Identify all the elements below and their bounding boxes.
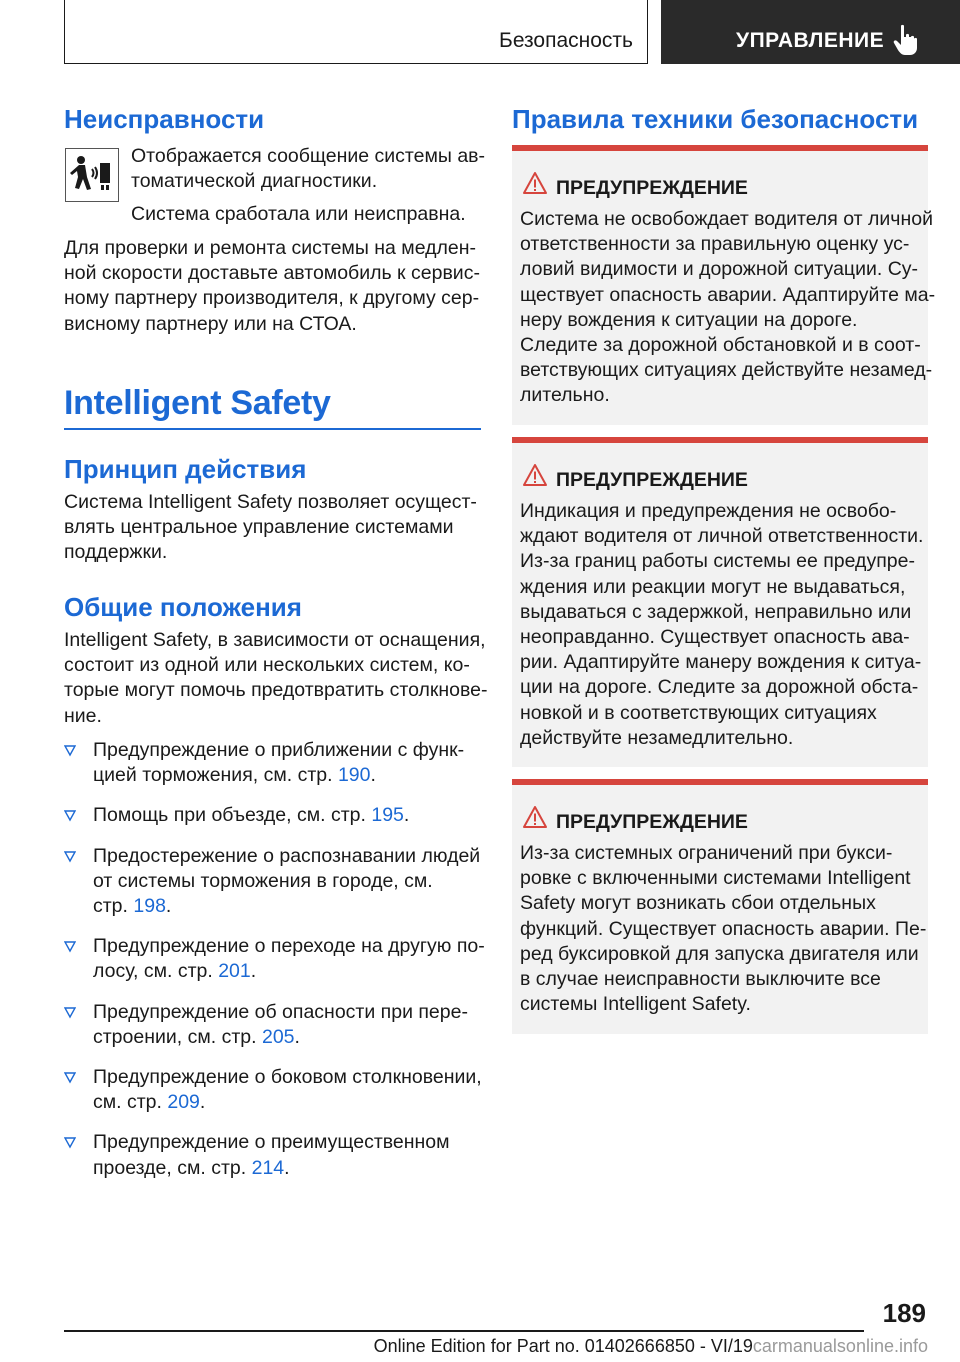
list-item: Предупреждение об опасности при пере- строении, см. стр. 205. <box>64 1000 480 1050</box>
page-link-198[interactable]: 198 <box>133 895 166 918</box>
page-link-195[interactable]: 195 <box>371 804 404 827</box>
triangle-bullet-icon <box>64 941 76 953</box>
header-section-label: Безопасность <box>499 29 633 52</box>
page-link-209[interactable]: 209 <box>167 1091 200 1114</box>
edition-text: Online Edition for Part no. 01402666850 - VI/19 <box>373 1336 753 1356</box>
page-link-201[interactable]: 201 <box>218 960 251 983</box>
triangle-bullet-icon <box>64 1007 76 1019</box>
pointing-hand-icon <box>893 24 919 56</box>
warning-text: Из-за системных ограничений при букси- ровке с включенными системами Intelligent Safety могут возникать сбои отдельных функций. Существует опасность аварии. Пе- ред буксировкой для запуска двигателя или в случае неисправности выключите все системы Intelligent Safety. <box>520 842 927 1016</box>
triangle-bullet-icon <box>64 851 76 863</box>
footer-edition <box>0 1336 928 1357</box>
warning-heading: ПРЕДУПРЕЖДЕНИЕ <box>556 469 748 491</box>
warning-triangle-icon <box>522 463 548 487</box>
triangle-bullet-icon <box>64 1072 76 1084</box>
malfunction-status: Система сработала или неисправна. <box>131 203 466 225</box>
footer-rule <box>64 1330 864 1332</box>
systems-list <box>64 738 485 1196</box>
list-item: Предупреждение о приближении с функ- цией торможения, см. стр. 190. <box>64 738 480 788</box>
page-number: 189 <box>882 1298 926 1328</box>
warning-triangle-icon <box>522 171 548 195</box>
section-title: Intelligent Safety <box>64 384 331 422</box>
warning-box-2 <box>512 437 928 767</box>
header-section-tab <box>64 0 648 64</box>
page-link-190[interactable]: 190 <box>337 764 371 787</box>
page-link-205[interactable]: 205 <box>261 1025 295 1048</box>
warning-heading: ПРЕДУПРЕЖДЕНИЕ <box>556 177 748 199</box>
section-title-rule <box>64 428 481 430</box>
list-item: Помощь при объезде, см. стр. 195. <box>64 803 480 828</box>
header-chapter-tab <box>661 0 960 64</box>
header-chapter-label: УПРАВЛЕНИЕ <box>736 29 885 52</box>
malfunctions-title: Неисправности <box>64 104 265 134</box>
watermark-text: carmanualsonline.info <box>752 1336 928 1356</box>
page-link-214[interactable]: 214 <box>251 1156 285 1179</box>
malfunction-instructions: Для проверки и ремонта системы на медлен- ной скорости доставьте автомобиль к сервис- ному партнеру производителя, к другому сер- висному партнеру или на СТОА. <box>64 237 480 335</box>
list-item: Предупреждение о боковом столкновении, см. стр. 209. <box>64 1065 480 1115</box>
triangle-bullet-icon <box>64 745 76 757</box>
warning-text: Система не освобождает водителя от личной ответственности за правильную оценку ус- ловий видимости и дорожной ситуации. Су- ществует опасность аварии. Адаптируйте ма- неру вождения к ситуации на дороге. Следите за дорожной обстановкой и в соот- ветствующих ситуациях действуйте незамед- лительно. <box>520 208 936 407</box>
warning-box-1 <box>512 145 936 425</box>
warning-text: Индикация и предупреждения не освобо- ждают водителя от личной ответственности. Из-за границ работы системы ее предупре- ждения или реакции могут не выдаваться, выдаваться с задержкой, неправильно или неоправданно. Существует опасность ава- рии. Адаптируйте манеру вождения к ситуа- ции на дороге. Следите за дорожной обста- новкой и в соответствующих ситуациях действуйте незамедлительно. <box>520 500 924 749</box>
general-text: Intelligent Safety, в зависимости от оснащения, состоит из одной или нескольких систем, ко- торые могут помочь предотвратить столкнове- ние. <box>64 629 488 727</box>
triangle-bullet-icon <box>64 1137 76 1149</box>
principle-text: Система Intelligent Safety позволяет осущест- влять центральное управление системами поддержки. <box>64 491 477 564</box>
general-title: Общие положения <box>64 592 302 622</box>
pedestrian-warning-icon <box>65 148 119 202</box>
principle-title: Принцип действия <box>64 454 307 484</box>
warning-box-3 <box>512 779 928 1034</box>
triangle-bullet-icon <box>64 810 76 822</box>
warning-triangle-icon <box>522 805 548 829</box>
safety-rules-title: Правила техники безопасности <box>512 104 919 134</box>
warning-heading: ПРЕДУПРЕЖДЕНИЕ <box>556 811 748 833</box>
list-item: Предупреждение о преимущественном проезде, см. стр. 214. <box>64 1130 480 1180</box>
list-item: Предостережение о распознавании людей от системы торможения в городе, см. стр. 198. <box>64 844 480 920</box>
malfunction-message: Отображается сообщение системы ав- томатической диагностики. <box>131 145 486 193</box>
list-item: Предупреждение о переходе на другую по- лосу, см. стр. 201. <box>64 934 480 984</box>
